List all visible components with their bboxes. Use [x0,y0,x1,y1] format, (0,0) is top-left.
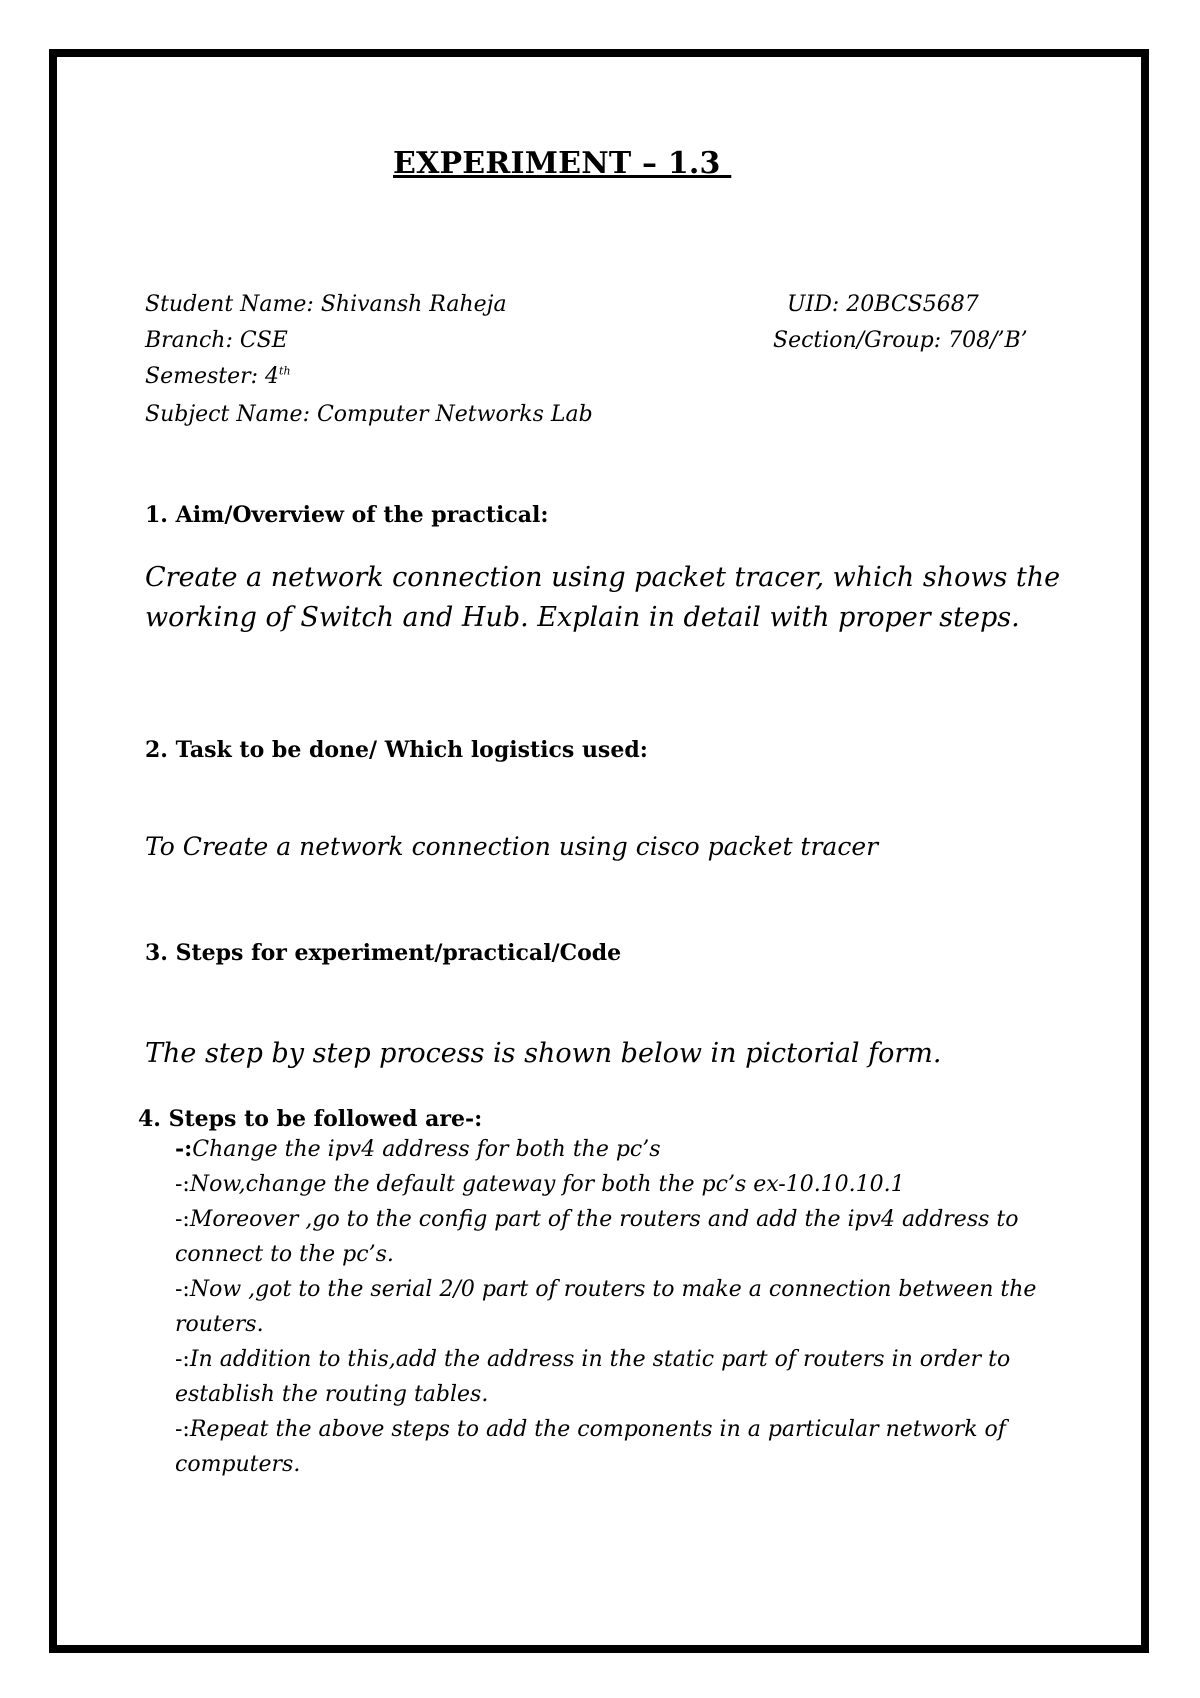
aim-heading: 1. Aim/Overview of the practical: [145,502,549,528]
step-text: Now ,got to the serial 2/0 part of routers to make a connection between the routers. [175,1277,1037,1337]
step-prefix: -: [175,1207,190,1232]
step-text: In addition to this,add the address in the static part of routers in order to establish the routing tables. [175,1347,1011,1407]
step-item [175,1272,1075,1342]
step-text: Repeat the above steps to add the components in a particular network of computers. [175,1417,1006,1477]
page-title: EXPERIMENT – 1.3 [393,146,732,181]
step-prefix: -: [175,1172,190,1197]
task-heading: 2. Task to be done/ Which logistics used: [145,737,648,763]
subject-name: Subject Name: Computer Networks Lab [145,402,593,427]
student-semester [145,364,291,389]
student-uid: UID: 20BCS5687 [787,292,979,317]
semester-suffix: th [279,364,291,378]
step-prefix: -: [175,1277,190,1302]
step-item [175,1132,1075,1167]
step-prefix: -: [175,1417,190,1442]
semester-value: Semester: 4 [145,364,280,389]
student-section: Section/Group: 708/’B’ [773,328,1028,353]
step-item [175,1342,1075,1412]
steps-list [175,1132,1075,1482]
step-item [175,1412,1075,1482]
step-prefix: -: [175,1136,193,1162]
steps-text: The step by step process is shown below in pictorial form. [145,1038,942,1069]
step-text: Change the ipv4 address for both the pc’s [192,1137,661,1162]
step-text: Now,change the default gateway for both the pc’s ex-10.10.10.1 [189,1172,905,1197]
step-item [175,1202,1075,1272]
step-item [175,1167,1075,1202]
steps-heading: 3. Steps for experiment/practical/Code [145,940,622,966]
step-text: Moreover ,go to the config part of the routers and add the ipv4 address to connect to the pc’s. [175,1207,1019,1267]
aim-text: Create a network connection using packet tracer, which shows the working of Switch and Hub. Explain in detail with proper steps. [145,562,1061,633]
follow-heading: 4. Steps to be followed are-: [138,1106,483,1132]
step-prefix: -: [175,1347,190,1372]
task-text: To Create a network connection using cisco packet tracer [145,832,879,861]
student-branch: Branch: CSE [145,328,288,353]
student-name: Student Name: Shivansh Raheja [145,292,507,317]
